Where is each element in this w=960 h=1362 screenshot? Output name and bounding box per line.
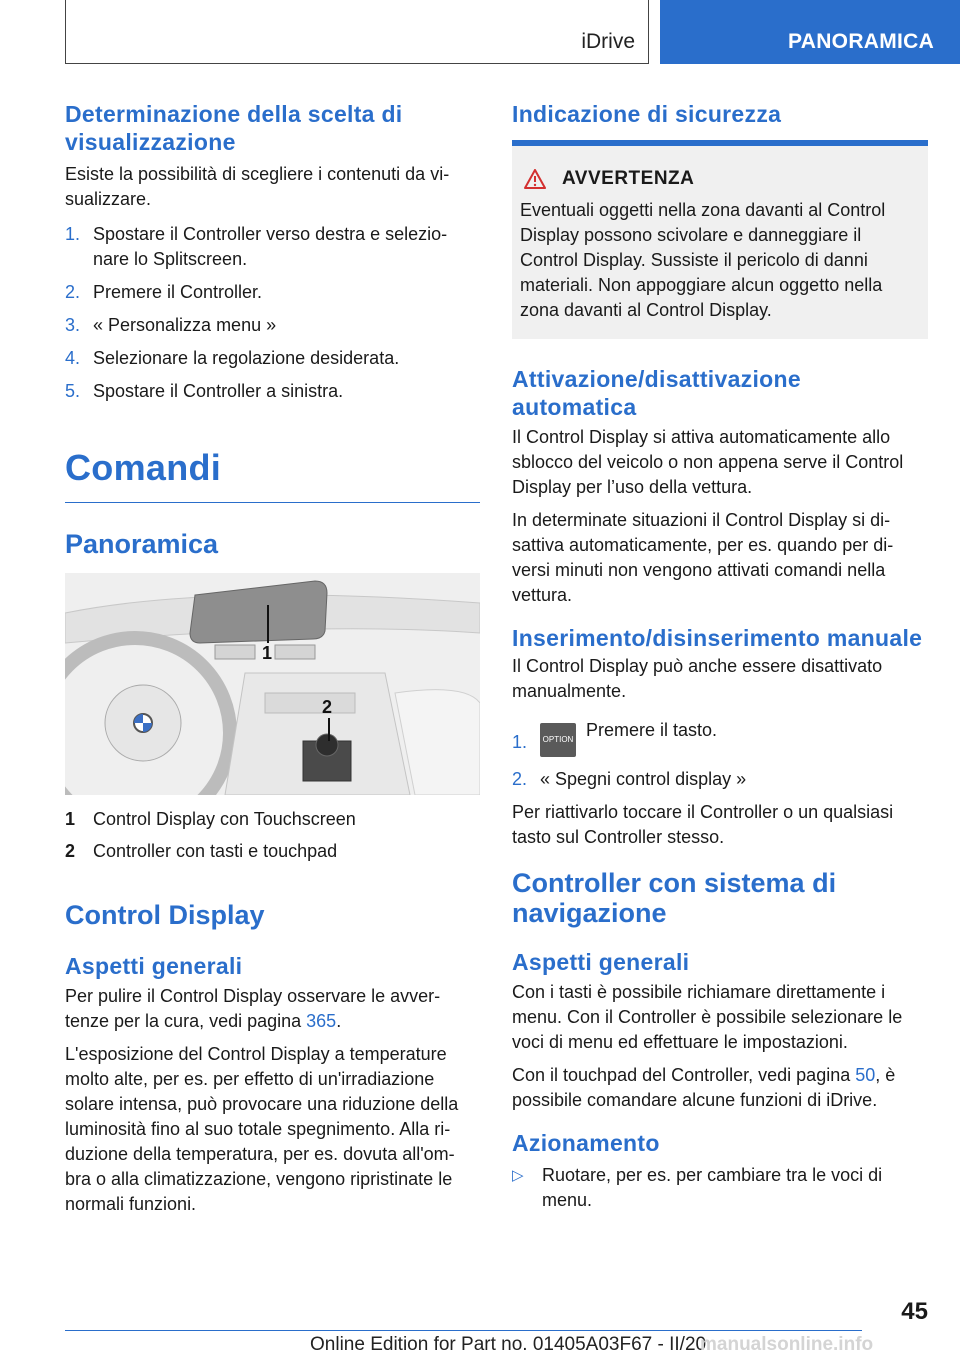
- paragraph-text: , è possibile comandare alcune funzioni di iDrive.: [512, 1065, 896, 1110]
- paragraph-text: Per pulire il Control Display osservare le avver-tenze per la cura, vedi pagina: [65, 986, 441, 1031]
- page-link[interactable]: 365: [306, 1011, 337, 1031]
- paragraph-attivazione-2: In determinate situazioni il Control Display si di-sattiva automaticamente, per es. quando per di-versi minuti non vengono attivati comandi nella vettura.: [512, 510, 894, 605]
- legend-row: [65, 807, 480, 832]
- step-number: 2.: [512, 769, 528, 789]
- left-column: [65, 100, 480, 1225]
- legend-text: Control Display con Touchscreen: [93, 809, 356, 829]
- heading-attivazione: Attivazione/disattivazione automatica: [512, 366, 801, 420]
- paragraph-inserimento: Il Control Display può anche essere disattivato manualmente.: [512, 656, 883, 701]
- step-number: 3.: [65, 315, 81, 335]
- list-item: [65, 346, 480, 371]
- step-number: 5.: [65, 381, 81, 401]
- heading-controller: Controller con sistema di navigazione: [512, 868, 837, 928]
- heading-azionamento: Azionamento: [512, 1130, 660, 1156]
- list-item: [65, 379, 480, 404]
- warning-title: [520, 168, 920, 190]
- list-item: [512, 1163, 928, 1213]
- right-column: [512, 100, 928, 1213]
- heading-comandi: Comandi: [65, 447, 222, 488]
- illustration-legend: [65, 807, 480, 864]
- page-number: 45: [901, 1298, 928, 1325]
- list-item: [65, 222, 480, 272]
- paragraph-touchpad: [512, 1063, 928, 1113]
- footer-watermark: manualsonline.info: [700, 1334, 874, 1355]
- svg-text:1: 1: [262, 643, 273, 663]
- warning-text: Eventuali oggetti nella zona davanti al Control Display possono scivolare e danneggiare il Control Display. Sussiste il pericolo di danni materiali. Non appoggiare alcun oggetto nella zona davanti al Control Display.: [520, 200, 886, 320]
- step-text: Selezionare la regolazione desiderata.: [93, 348, 400, 368]
- paragraph-attivazione-1: Il Control Display si attiva automaticamente allo sblocco del veicolo o non appena serve il Control Display per l’uso della vettura.: [512, 427, 904, 497]
- paragraph-riattivare: Per riattivarlo toccare il Controller o un qualsiasi tasto sul Controller stesso.: [512, 802, 894, 847]
- step-number: 1.: [512, 732, 528, 752]
- svg-text:2: 2: [322, 697, 333, 717]
- step-number: 4.: [65, 348, 81, 368]
- header-tab-label: PANORAMICA: [788, 30, 935, 53]
- bullet-text: Ruotare, per es. per cambiare tra le voci di menu.: [542, 1165, 883, 1210]
- paragraph-esposizione: L'esposizione del Control Display a temperature molto alte, per es. per effetto di un'irradiazione solare intensa, può provocare una riduzione della luminosità fino al suo totale spegnimento. Alla ri-duzione della temperatura, per es. dovuta all'om-bra o alla climatizzazione, vengono ripristinate le normali funzioni.: [65, 1044, 459, 1214]
- step-text: « Personalizza menu »: [93, 315, 277, 335]
- heading-control-display: Control Display: [65, 900, 265, 930]
- paragraph-scelta: Esiste la possibilità di scegliere i contenuti da vi-sualizzare.: [65, 164, 450, 209]
- paragraph-text: Con il touchpad del Controller, vedi pagina: [512, 1065, 856, 1085]
- paragraph-text: .: [336, 1011, 342, 1031]
- list-item: [512, 718, 928, 757]
- triangle-bullet-icon: ▷: [512, 1167, 524, 1184]
- azionamento-list: [512, 1163, 928, 1213]
- legend-row: [65, 839, 480, 864]
- dashboard-illustration: [65, 573, 480, 795]
- paragraph-pulire: [65, 984, 480, 1034]
- heading-scelta: Determinazione della scelta di visualizzazione: [65, 101, 403, 155]
- footer-edition: Online Edition for Part no. 01405A03F67 - II/20: [310, 1334, 707, 1355]
- list-item: [65, 313, 480, 338]
- heading-sicurezza: Indicazione di sicurezza: [512, 101, 782, 127]
- step-text: Premere il Controller.: [93, 282, 263, 302]
- warning-title-text: AVVERTENZA: [562, 168, 695, 189]
- heading-panoramica: Panoramica: [65, 529, 219, 559]
- step-number: 1.: [65, 224, 81, 244]
- heading-inserimento: Inserimento/disinserimento manuale: [512, 625, 923, 651]
- section-divider: [65, 502, 480, 503]
- page-link[interactable]: 50: [855, 1065, 876, 1085]
- step-text: Spostare il Controller verso destra e selezio-nare lo Splitscreen.: [93, 224, 448, 269]
- step-text: « Spegni control display »: [540, 769, 747, 789]
- header-section-label: iDrive: [581, 30, 635, 53]
- paragraph-tasti: Con i tasti è possibile richiamare direttamente i menu. Con il Controller è possibile selezionare le voci di menu ed effettuare le impostazioni.: [512, 982, 903, 1052]
- heading-aspetti-generali: Aspetti generali: [65, 953, 243, 979]
- heading-aspetti-generali-r: Aspetti generali: [512, 949, 690, 975]
- header-tab[interactable]: [660, 0, 960, 64]
- list-item: [512, 767, 928, 792]
- legend-number: 2: [65, 841, 76, 861]
- step-text: Spostare il Controller a sinistra.: [93, 381, 344, 401]
- warning-box: [512, 146, 928, 339]
- manual-steps-list: [512, 718, 928, 792]
- footer-divider: [65, 1330, 862, 1331]
- legend-number: 1: [65, 809, 76, 829]
- legend-text: Controller con tasti e touchpad: [93, 841, 338, 861]
- warning-icon: [524, 169, 546, 189]
- list-item: [65, 280, 480, 305]
- step-text: Premere il tasto.: [586, 720, 718, 740]
- option-button-icon[interactable]: OPTION: [540, 723, 576, 757]
- cockpit-drawing: [65, 573, 480, 795]
- steps-list: [65, 222, 480, 404]
- header-frame: [65, 0, 649, 64]
- step-number: 2.: [65, 282, 81, 302]
